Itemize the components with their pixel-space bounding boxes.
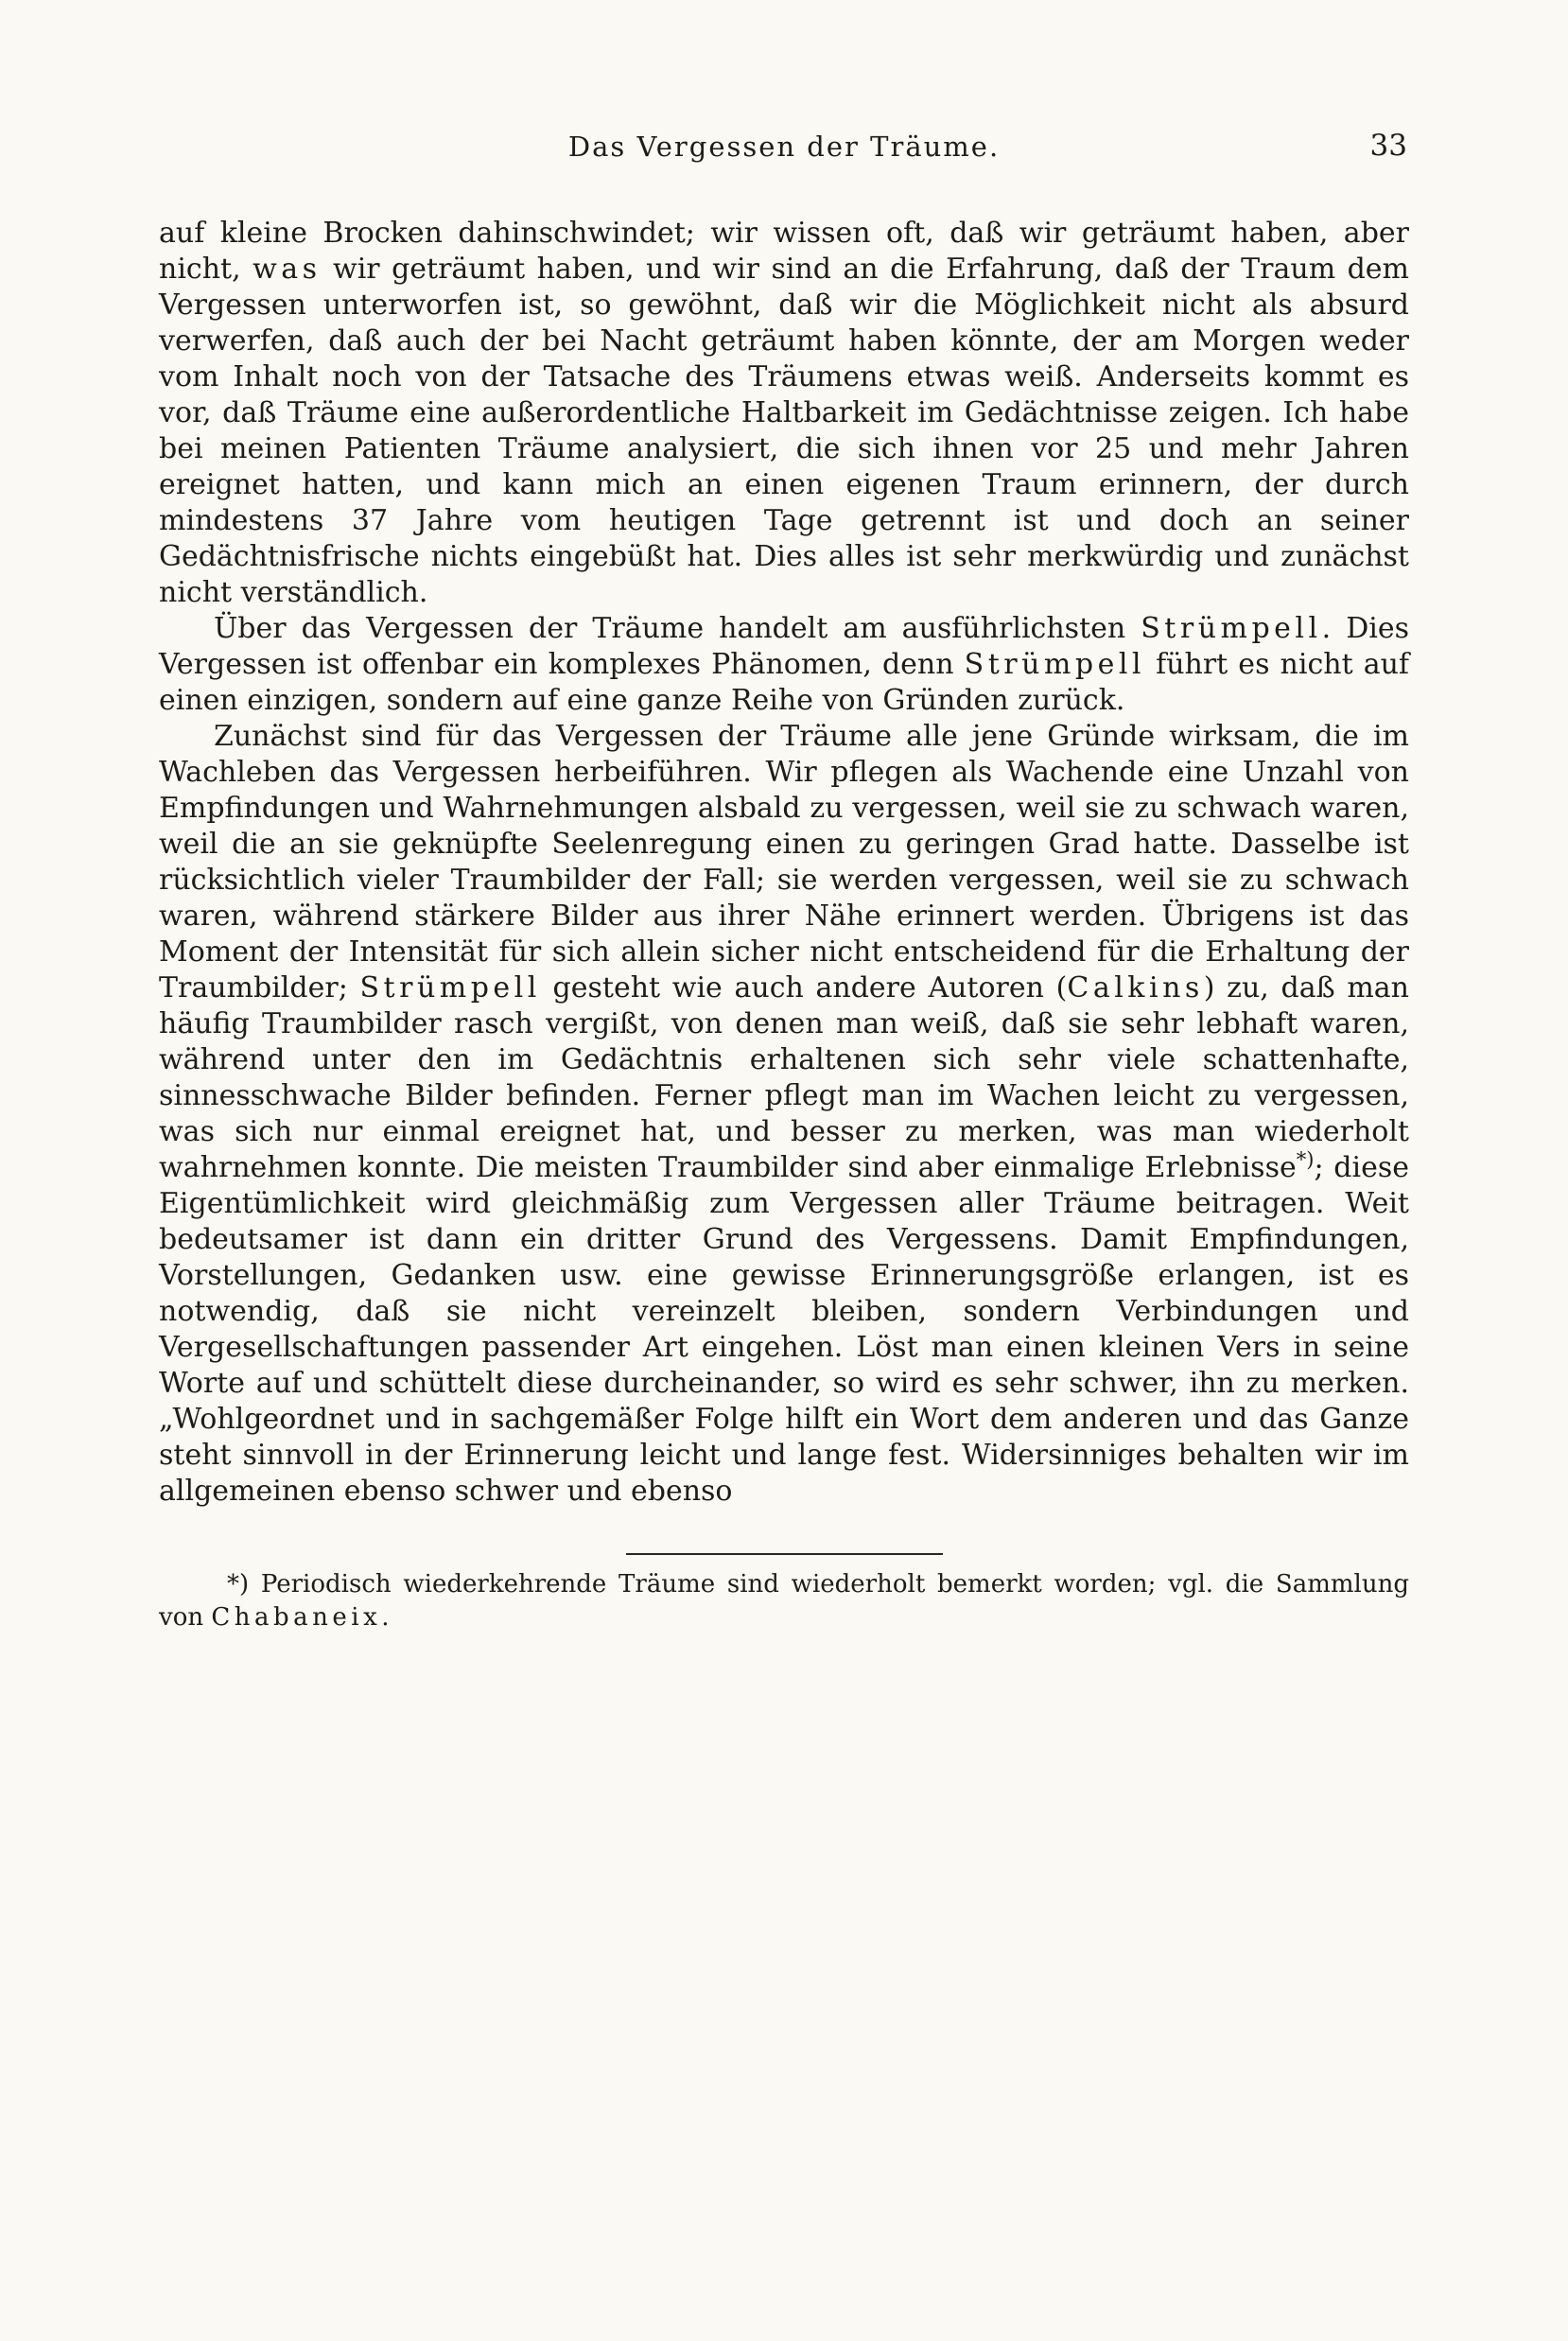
letterspaced-text: was (253, 253, 322, 286)
body-text: . Dies Vergessen ist offenbar ein komplexes Phänomen, denn (159, 612, 1409, 681)
text-block (159, 216, 1409, 1510)
body-text: *) Periodisch wiederkehrende Träume sind wiederholt bemerkt worden; vgl. die Sammlung von (159, 1570, 1409, 1632)
paragraph (159, 719, 1409, 1510)
letterspaced-text: Strümpell (1141, 612, 1322, 645)
footnote-marker: *) (1296, 1148, 1315, 1171)
letterspaced-text: Chabaneix (211, 1603, 382, 1632)
body-text: . (381, 1603, 390, 1632)
letterspaced-text: Strümpell (964, 648, 1146, 681)
paragraph (159, 611, 1409, 719)
body-text: ) zu, daß man häufig Traumbilder rasch vergißt, von denen man weiß, daß sie sehr lebhaft waren, während unter den im Gedächtnis erhaltenen sich sehr viele schattenhafte, sinnesschwache Bilder befinden. Ferner pflegt man im Wachen leicht zu vergessen, was sich nur einmal ereignet hat, und besser zu merken, was man wiederholt wahrnehmen konnte. Die meisten Traumbilder sind aber einmalige Erlebnisse (159, 971, 1409, 1184)
body-text: wir geträumt haben, und wir sind an die Erfahrung, daß der Traum dem Vergessen unterworfen ist, so gewöhnt, daß wir die Möglichkeit nicht als absurd verwerfen, daß auch der bei Nacht geträumt haben könnte, der am Morgen weder vom Inhalt noch von der Tatsache des Träumens etwas weiß. Anderseits kommt es vor, daß Träume eine außerordentliche Haltbarkeit im Gedächtnisse zeigen. Ich habe bei meinen Patienten Träume analysiert, die sich ihnen vor 25 und mehr Jahren ereignet hatten, und kann mich an einen eigenen Traum erinnern, der durch mindestens 37 Jahre vom heutigen Tage getrennt ist und doch an seiner Gedächtnisfrische nichts eingebüßt hat. Dies alles ist sehr merkwürdig und zunächst nicht verständlich. (159, 253, 1409, 609)
letterspaced-text: Calkins (1067, 971, 1204, 1005)
body-text: auf kleine Brocken dahinschwindet; wir wissen oft, daß wir geträumt haben, aber nicht, (159, 217, 1409, 286)
body-text: ; diese Eigentümlichkeit wird gleichmäßig zum Vergessen aller Träume beitragen. Weit bedeutsamer ist dann ein dritter Grund des Vergessens. Damit Empfindungen, Vorstellungen, Gedanken usw. eine gewisse Erinnerungsgröße erlangen, ist es notwendig, daß sie nicht vereinzelt bleiben, sondern Verbindungen und Vergesellschaftungen passender Art eingehen. Löst man einen kleinen Vers in seine Worte auf und schüttelt diese durcheinander, so wird es sehr schwer, ihn zu merken. „Wohlgeordnet und in sachgemäßer Folge hilft ein Wort dem anderen und das Ganze steht sinnvoll in der Erinnerung leicht und lange fest. Widersinniges behalten wir im allgemeinen ebenso schwer und ebenso (159, 1151, 1409, 1508)
body-text: führt es nicht auf einen einzigen, sondern auf eine ganze Reihe von Gründen zurück. (159, 648, 1409, 717)
body-text: gesteht wie auch andere Autoren ( (540, 971, 1068, 1005)
paragraph (159, 216, 1409, 611)
page-header (159, 131, 1409, 172)
running-title: Das Vergessen der Träume. (567, 131, 1001, 163)
letterspaced-text: Strümpell (359, 971, 541, 1005)
page-number: 33 (1369, 129, 1407, 163)
footnote-separator (626, 1553, 943, 1555)
footnote-text (159, 1568, 1409, 1634)
body-text: Zunächst sind für das Vergessen der Träume alle jene Gründe wirksam, die im Wachleben das Vergessen herbeiführen. Wir pflegen als Wachende eine Unzahl von Empfindungen und Wahrnehmungen alsbald zu vergessen, weil sie zu schwach waren, weil die an sie geknüpfte Seelenregung einen zu geringen Grad hatte. Dasselbe ist rücksichtlich vieler Traumbilder der Fall; sie werden vergessen, weil sie zu schwach waren, während stärkere Bilder aus ihrer Nähe erinnert werden. Übrigens ist das Moment der Intensität für sich allein sicher nicht entscheidend für die Erhaltung der Traumbilder; (159, 720, 1409, 1005)
footnote (159, 1568, 1409, 1634)
body-text: Über das Vergessen der Träume handelt am ausführlichsten (214, 612, 1141, 645)
